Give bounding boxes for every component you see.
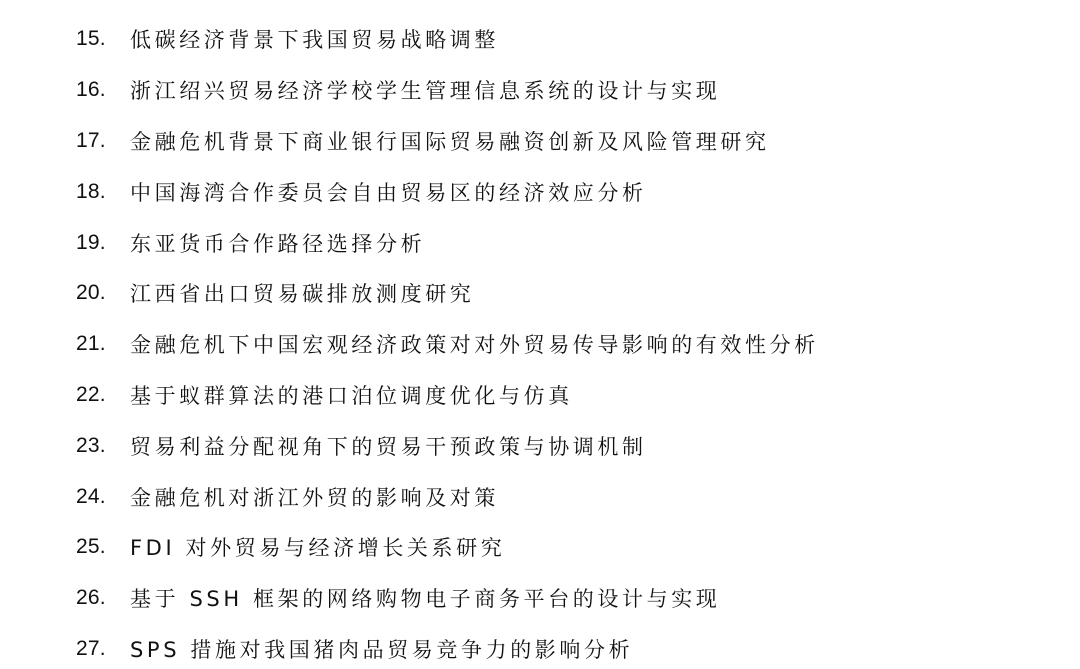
item-number: 22. bbox=[76, 382, 106, 406]
item-title: SPS 措施对我国猪肉品贸易竞争力的影响分析 bbox=[130, 637, 634, 662]
item-number: 18. bbox=[76, 179, 106, 203]
item-number: 16. bbox=[76, 78, 106, 102]
list-item bbox=[76, 268, 1080, 319]
list-item bbox=[76, 624, 1080, 669]
item-title: 基于蚁群算法的港口泊位调度优化与仿真 bbox=[130, 383, 573, 408]
item-title: 贸易利益分配视角下的贸易干预政策与协调机制 bbox=[130, 434, 647, 459]
list-item bbox=[76, 471, 1080, 522]
item-title: 江西省出口贸易碳排放测度研究 bbox=[130, 282, 475, 307]
item-title: 浙江绍兴贸易经济学校学生管理信息系统的设计与实现 bbox=[130, 79, 721, 104]
item-number: 15. bbox=[76, 27, 106, 51]
item-title: 低碳经济背景下我国贸易战略调整 bbox=[130, 28, 499, 53]
list-item bbox=[76, 420, 1080, 471]
item-title: 基于 SSH 框架的网络购物电子商务平台的设计与实现 bbox=[130, 587, 721, 612]
list-item bbox=[76, 573, 1080, 624]
item-number: 21. bbox=[76, 332, 106, 356]
list-item bbox=[76, 319, 1080, 370]
item-number: 27. bbox=[76, 636, 106, 660]
topic-list bbox=[76, 14, 1080, 669]
item-number: 26. bbox=[76, 586, 106, 610]
item-title: FDI 对外贸易与经济增长关系研究 bbox=[130, 536, 506, 561]
item-number: 19. bbox=[76, 230, 106, 254]
item-title: 金融危机对浙江外贸的影响及对策 bbox=[130, 485, 499, 510]
item-number: 20. bbox=[76, 281, 106, 305]
list-item bbox=[76, 65, 1080, 116]
item-title: 金融危机背景下商业银行国际贸易融资创新及风险管理研究 bbox=[130, 129, 770, 154]
item-number: 23. bbox=[76, 433, 106, 457]
item-number: 24. bbox=[76, 484, 106, 508]
item-number: 25. bbox=[76, 535, 106, 559]
item-title: 中国海湾合作委员会自由贸易区的经济效应分析 bbox=[130, 180, 647, 205]
list-item bbox=[76, 522, 1080, 573]
list-item bbox=[76, 14, 1080, 65]
item-number: 17. bbox=[76, 128, 106, 152]
list-item bbox=[76, 370, 1080, 421]
item-title: 东亚货币合作路径选择分析 bbox=[130, 231, 426, 256]
list-item bbox=[76, 217, 1080, 268]
item-title: 金融危机下中国宏观经济政策对对外贸易传导影响的有效性分析 bbox=[130, 333, 819, 358]
list-item bbox=[76, 166, 1080, 217]
list-item bbox=[76, 116, 1080, 167]
